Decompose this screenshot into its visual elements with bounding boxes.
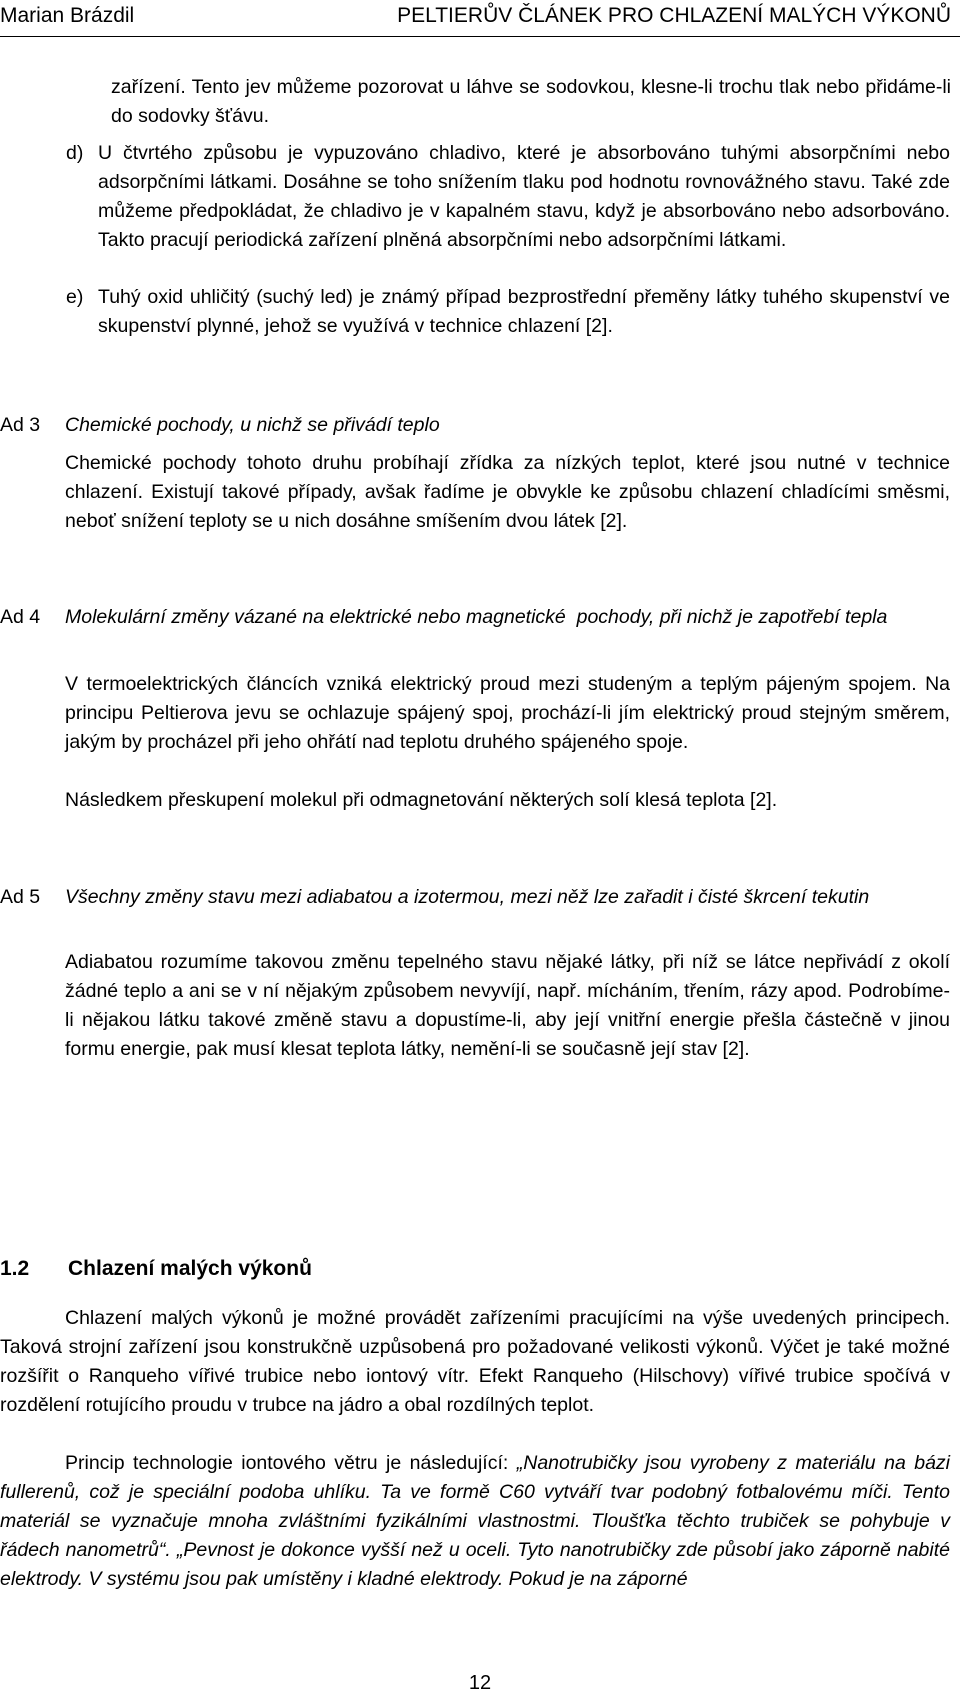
section-paragraph-ad5: Adiabatou rozumíme takovou změnu tepelného stavu nějaké látky, při níž se látce nepřivádí z okolí žádné teplo a ani se v ní nějakým způsobem nevyvíjí, např. mícháním, třením, rázy apod. Podrobíme-li nějakou látku takové změně stavu a dopustíme-li, aby její vnitřní energie přešla částečně v jinou formu energie, pak musí klesat teplota látky, nemění-li se současně její stav [2].	[65, 951, 950, 1060]
header-title: PELTIERŮV ČLÁNEK PRO CHLAZENÍ MALÝCH VÝKONŮ	[397, 4, 951, 27]
chapter-paragraph-2-quote: „Nanotrubičky jsou vyrobeny z materiálu na bázi fullerenů, což je speciální podoba uhlíku. Ta ve formě C60 vytváří tvar podobný fotbalovému míči. Tento materiál se vyznačuje mnoha zvláštními fyzikálními vlastnostmi. Tloušťka těchto trubiček se pohybuje v řádech nanometrů“. „Pevnost je dokonce vyšší než u oceli. Tyto nanotrubičky zde působí jako záporně nabité elektrody. V systému jsou pak umístěny i kladné elektrody. Pokud je na záporné	[0, 1452, 950, 1590]
section-paragraph-ad4-2: Následkem přeskupení molekul při odmagnetování některých solí klesá teplota [2].	[65, 789, 778, 811]
section-label-ad4: Ad 4	[0, 606, 41, 628]
section-heading-ad5: Všechny změny stavu mezi adiabatou a izotermou, mezi něž lze zařadit i čisté škrcení tekutin	[65, 886, 870, 908]
chapter-heading	[0, 1257, 312, 1281]
chapter-paragraph-2	[0, 1449, 950, 1594]
section-paragraph-ad3: Chemické pochody tohoto druhu probíhají zřídka za nízkých teplot, které jsou nutné v technice chlazení. Existují takové případy, avšak řadíme je obvykle ke způsobu chlazení chladícími směsmi, neboť snížení teploty se u nich dosáhne smíšením dvou látek [2].	[65, 452, 950, 532]
section-heading-ad3: Chemické pochody, u nichž se přivádí teplo	[65, 414, 440, 436]
continuation-paragraph: zařízení. Tento jev můžeme pozorovat u láhve se sodovkou, klesne-li trochu tlak nebo přidáme-li do sodovky šťávu.	[111, 76, 951, 127]
chapter-paragraph-1: Chlazení malých výkonů je možné provádět zařízeními pracujícími na výše uvedených principech. Taková strojní zařízení jsou konstrukčně uzpůsobená pro požadované velikosti výkonů. Výčet je také možné rozšířit o Ranqueho vířivé trubice nebo iontový vítr. Efekt Ranqueho (Hilschovy) vířivé trubice spočívá v rozdělení rotujícího proudu v trubce na jádro a obal rozdílných teplot.	[0, 1307, 950, 1416]
chapter-title: Chlazení malých výkonů	[68, 1257, 312, 1280]
page-header	[0, 0, 960, 37]
page-number: 12	[468, 1672, 492, 1694]
section-label-ad3: Ad 3	[0, 414, 41, 436]
section-paragraph-ad4-1: V termoelektrických článcích vzniká elektrický proud mezi studeným a teplým pájeným spojem. Na principu Peltierova jevu se ochlazuje spájený spoj, prochází-li jím elektrický proud stejným směrem, jakým by procházel při jeho ohřátí nad teplotu druhého spájeného spoje.	[65, 673, 950, 753]
list-marker-d: d)	[66, 142, 84, 164]
section-heading-ad4: Molekulární změny vázané na elektrické nebo magnetické pochody, při nichž je zapotřebí tepla	[65, 606, 888, 628]
chapter-paragraph-2-intro: Princip technologie iontového větru je následující:	[65, 1452, 517, 1474]
chapter-number: 1.2	[0, 1257, 30, 1280]
section-label-ad5: Ad 5	[0, 886, 41, 908]
list-item-d: U čtvrtého způsobu je vypuzováno chladivo, které je absorbováno tuhými absorpčními nebo adsorpčními látkami. Dosáhne se toho snížením tlaku pod hodnotu rovnovážného stavu. Také zde můžeme předpokládat, že chladivo je v kapalném stavu, když je absorbováno nebo adsorbováno. Takto pracují periodická zařízení plněná absorpčními nebo adsorpčními látkami.	[98, 142, 950, 251]
header-author: Marian Brázdil	[0, 4, 135, 27]
list-marker-e: e)	[66, 286, 84, 308]
list-item-e: Tuhý oxid uhličitý (suchý led) je známý případ bezprostřední přeměny látky tuhého skupenství ve skupenství plynné, jehož se využívá v technice chlazení [2].	[98, 286, 950, 337]
